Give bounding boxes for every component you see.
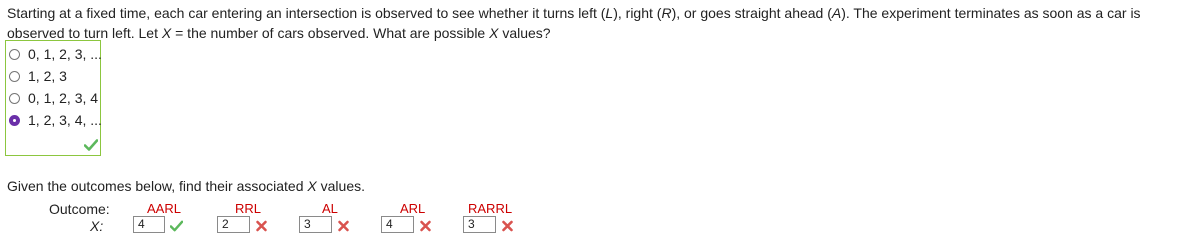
radio-button-selected[interactable]: [9, 115, 20, 126]
cross-icon: [255, 220, 268, 232]
question-text: Starting at a fixed time, each car entering an intersection is observed to see whether it turns left (L), right (R), or goes straight ahead (A). The experiment terminates as soon as a car is observed to turn left. Let X = the number of cars observed. What are possible X values?: [7, 5, 1141, 41]
outcome-label: RARRL: [468, 201, 513, 216]
outcome-label: RRL: [235, 201, 262, 216]
outcome-label: AL: [322, 201, 338, 216]
choice-option-2[interactable]: [9, 66, 67, 86]
answer-choices: [5, 40, 101, 156]
check-icon: [84, 139, 98, 151]
answer-input[interactable]: 4: [133, 216, 165, 233]
outcome-row-label: Outcome:: [49, 201, 110, 217]
choice-option-3[interactable]: [9, 88, 98, 108]
radio-button[interactable]: [9, 71, 20, 82]
choice-label: 0, 1, 2, 3, 4: [28, 90, 99, 106]
cross-icon: [337, 220, 350, 232]
choice-label: 0, 1, 2, 3, ...: [28, 46, 102, 62]
outcome-label: ARL: [400, 201, 426, 216]
choice-label: 1, 2, 3, 4, ...: [28, 112, 102, 128]
check-icon: [170, 220, 183, 232]
answer-input[interactable]: 3: [299, 216, 332, 233]
subquestion-text: Given the outcomes below, find their associated X values.: [7, 178, 365, 194]
radio-button[interactable]: [9, 49, 20, 60]
choice-label: 1, 2, 3: [28, 68, 67, 84]
answer-input[interactable]: 3: [463, 216, 496, 233]
radio-button[interactable]: [9, 93, 20, 104]
choice-option-4[interactable]: [9, 110, 102, 130]
answer-input[interactable]: 2: [217, 216, 250, 233]
x-row-label: X:: [90, 218, 104, 234]
answer-input[interactable]: 4: [381, 216, 414, 233]
choice-option-1[interactable]: [9, 44, 102, 64]
cross-icon: [419, 220, 432, 232]
outcome-label: AARL: [147, 201, 181, 216]
cross-icon: [501, 220, 514, 232]
